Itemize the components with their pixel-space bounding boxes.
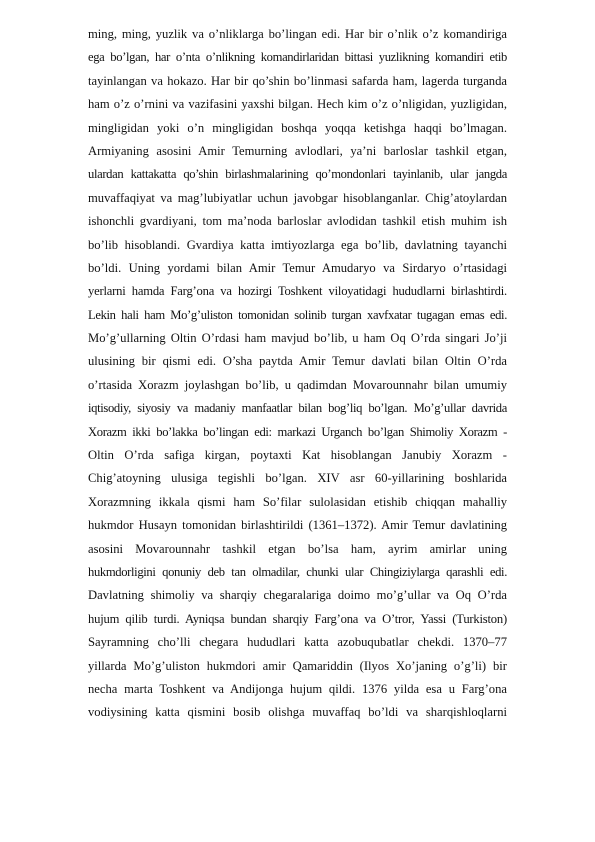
text-line-16: o’rtasida Xorazm joylashgan bo’lib, u qadimdan Movarounnahr bilan umumiy	[88, 377, 507, 392]
text-line-26: hujum qilib turdi. Ayniqsa bundan sharqiy Farg’ona va O’tror, Yassi (Turkiston)	[88, 611, 507, 626]
text-line-23: asosini Movarounnahr tashkil etgan bo’lsa ham, ayrim amirlar uning	[88, 541, 507, 556]
text-line-1: ming, ming, yuzlik va o’nliklarga bo’lingan edi. Har bir o’nlik o’z komandiriga	[88, 27, 507, 41]
text-line-4: ham o’z o’rnini va vazifasini yaxshi bilgan. Hech kim o’z o’nligidan, yuzligidan,	[88, 97, 507, 112]
text-line-15: ulusining bir qismi edi. O’sha paytda Amir Temur davlati bilan Oltin O’rda	[88, 354, 507, 369]
text-line-18: Xorazm ikki bo’lakka bo’lingan edi: markazi Urganch bo’lgan Shimoliy Xorazm -	[88, 424, 507, 439]
text-line-17: iqtisodiy, siyosiy va madaniy manfaatlar bilan bog’liq bo’lgan. Mo’g’ullar davrida	[88, 401, 507, 416]
text-line-29: necha marta Toshkent va Andijonga hujum qildi. 1376 yilda esa u Farg’ona	[88, 681, 507, 696]
text-line-11: bo’ldi. Uning yordami bilan Amir Temur Amudaryo va Sirdaryo o’rtasidagi	[88, 260, 507, 275]
text-line-10: bo’lib hisoblandi. Gvardiya katta imtiyozlarga ega bo’lib, davlatning tayanchi	[88, 237, 507, 252]
text-line-8: muvaffaqiyat va mag’lubiyatlar uchun javobgar hisoblanganlar. Chig’atoylardan	[88, 190, 507, 205]
text-line-25: Davlatning shimoliy va sharqiy chegaralariga doimo mo’g’ullar va Oq O’rda	[88, 588, 507, 603]
text-line-3: tayinlangan va hokazo. Har bir qo’shin bo’linmasi safarda ham, lagerda turganda	[88, 73, 507, 88]
text-line-19: Oltin O’rda safiga kirgan, poytaxti Kat hisoblangan Janubiy Xorazm -	[88, 448, 507, 463]
text-line-21: Xorazmning ikkala qismi ham So’filar sulolasidan etishib chiqqan mahalliy	[88, 494, 507, 509]
text-line-13: Lekin hali ham Mo’g’uliston tomonidan solinib turgan xavfxatar tugagan emas edi.	[88, 307, 507, 322]
text-line-27: Sayramning cho’lli chegara hududlari katta azobuqubatlar chekdi. 1370–77	[88, 635, 507, 650]
text-line-20: Chig’atoyning ulusiga tegishli bo’lgan. XIV asr 60-yillarining boshlarida	[88, 471, 507, 486]
text-line-9: ishonchli gvardiyani, tom ma’noda barloslar avlodidan tashkil etish muhim ish	[88, 214, 507, 229]
text-line-6: Armiyaning asosini Amir Temurning avlodlari, ya’ni barloslar tashkil etgan,	[88, 143, 507, 158]
text-line-22: hukmdor Husayn tomonidan birlashtirildi (1361–1372). Amir Temur davlatining	[88, 518, 507, 533]
text-line-5: mingligidan yoki o’n mingligidan boshqa yoqqa ketishga haqqi bo’lmagan.	[88, 120, 507, 135]
text-line-12: yerlarni hamda Farg’ona va hozirgi Toshkent viloyatidagi hududlarni birlashtirdi.	[88, 284, 507, 299]
text-line-30: vodiysining katta qismini bosib olishga muvaffaq bo’ldi va sharqishloqlarni	[88, 705, 507, 720]
text-line-2: ega bo’lgan, har o’nta o’nlikning komandirlaridan bittasi yuzlikning komandiri etib	[88, 50, 507, 65]
body-text	[88, 23, 507, 725]
text-line-28: yillarda Mo’g’uliston hukmdori amir Qamariddin (Ilyos Xo’janing o’g’li) bir	[88, 658, 507, 673]
text-line-24: hukmdorligini qonuniy deb tan olmadilar, chunki ular Chingiziylarga qarashli edi.	[88, 564, 507, 579]
text-line-7: ulardan kattakatta qo’shin birlashmalarining qo’mondonlari tayinlanib, ular jangda	[88, 167, 507, 182]
text-line-14: Mo’g’ullarning Oltin O’rdasi ham mavjud bo’lib, u ham Oq O’rda singari Jo’ji	[88, 331, 507, 346]
